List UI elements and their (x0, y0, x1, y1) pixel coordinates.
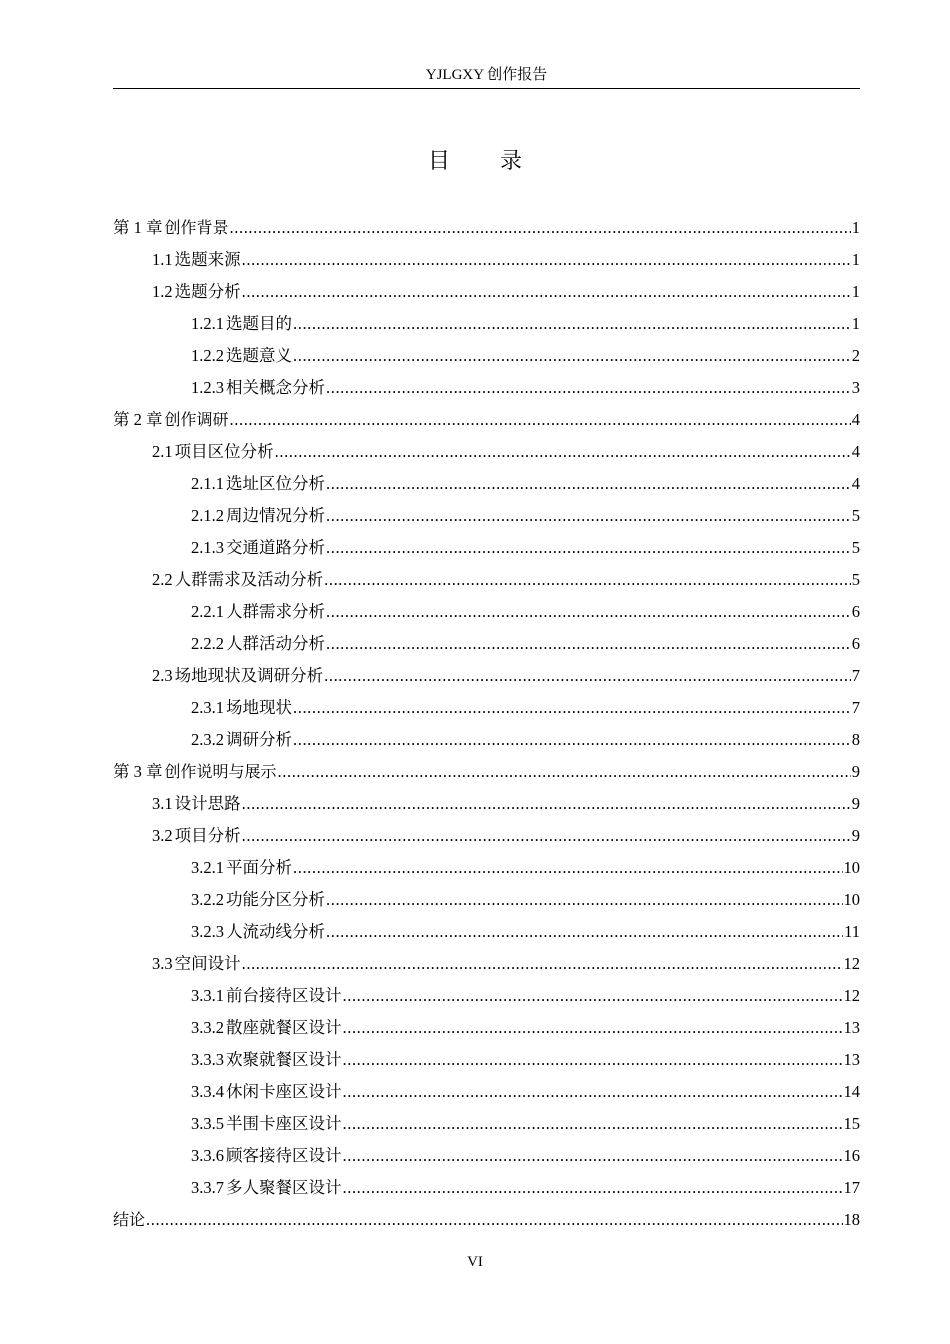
toc-leader-dots (326, 500, 851, 532)
toc-entry-page: 10 (843, 858, 860, 877)
toc-entry-3-3-4[interactable] (113, 1076, 860, 1108)
toc-entry-number: 第 1 章 (113, 218, 163, 237)
toc-entry-2-1-2[interactable] (113, 500, 860, 532)
toc-entry-text: 欢聚就餐区设计 (226, 1050, 342, 1069)
toc-entry-text: 结论 (113, 1210, 146, 1229)
toc-entry-2-3-1[interactable] (113, 692, 860, 724)
toc-leader-dots (326, 628, 851, 660)
toc-entry-2-3[interactable] (113, 660, 860, 692)
toc-entry-text: 周边情况分析 (226, 506, 325, 525)
toc-entry-2-2-1[interactable] (113, 596, 860, 628)
toc-entry-1-2-2[interactable] (113, 340, 860, 372)
toc-entry-number: 1.2.1 (191, 314, 224, 333)
toc-entry-number: 3.1 (152, 794, 173, 813)
toc-entry-text: 设计思路 (174, 794, 241, 813)
toc-entry-page: 1 (851, 282, 860, 301)
toc-entry-number: 3.3.2 (191, 1018, 224, 1037)
toc-leader-dots (146, 1204, 842, 1236)
toc-leader-dots (343, 1140, 843, 1172)
page-header: YJLGXY 创作报告 (113, 64, 860, 89)
toc-entry-number: 1.2.2 (191, 346, 224, 365)
toc-entry-3-3-5[interactable] (113, 1108, 860, 1140)
toc-title (0, 146, 950, 178)
toc-entry-number: 3.2.1 (191, 858, 224, 877)
toc-entry-page: 17 (843, 1178, 860, 1197)
toc-entry-text: 相关概念分析 (226, 378, 325, 397)
toc-leader-dots (293, 692, 851, 724)
toc-leader-dots (326, 468, 851, 500)
toc-entry-text: 散座就餐区设计 (226, 1018, 342, 1037)
toc-entry-text: 前台接待区设计 (226, 986, 342, 1005)
toc-leader-dots (343, 1076, 843, 1108)
toc-leader-dots (293, 340, 851, 372)
toc-entry-page: 11 (844, 922, 860, 941)
toc-entry-text: 顾客接待区设计 (226, 1146, 342, 1165)
toc-entry-page: 16 (843, 1146, 860, 1165)
toc-leader-dots (278, 756, 851, 788)
toc-entry-text: 选题意义 (226, 346, 292, 365)
toc-entry-2-1-1[interactable] (113, 468, 860, 500)
toc-entry-page: 4 (851, 474, 860, 493)
toc-entry-text: 创作调研 (164, 410, 229, 429)
toc-entry-number: 3.3 (152, 954, 173, 973)
toc-entry-chapter-3[interactable] (113, 756, 860, 788)
toc-entry-page: 9 (851, 762, 860, 781)
toc-entry-text: 项目分析 (174, 826, 241, 845)
toc-entry-text: 选题目的 (226, 314, 292, 333)
toc-entry-page: 13 (843, 1050, 860, 1069)
toc-entry-text: 选址区位分析 (226, 474, 325, 493)
toc-entry-number: 1.2.3 (191, 378, 224, 397)
toc-leader-dots (242, 276, 851, 308)
toc-leader-dots (343, 1108, 843, 1140)
toc-leader-dots (275, 436, 851, 468)
toc-entry-number: 第 2 章 (113, 410, 163, 429)
toc-entry-page: 4 (851, 410, 860, 429)
toc-entry-text: 功能分区分析 (226, 890, 325, 909)
toc-entry-text: 空间设计 (174, 954, 241, 973)
toc-entry-1-1[interactable] (113, 244, 860, 276)
toc-leader-dots (242, 788, 851, 820)
toc-entry-page: 4 (851, 442, 860, 461)
toc-entry-number: 2.1.1 (191, 474, 224, 493)
toc-leader-dots (242, 820, 851, 852)
toc-entry-text: 人群需求及活动分析 (174, 570, 324, 589)
toc-entry-2-2-2[interactable] (113, 628, 860, 660)
toc-entry-3-3[interactable] (113, 948, 860, 980)
toc-entry-page: 8 (851, 730, 860, 749)
toc-entry-text: 选题分析 (174, 282, 241, 301)
toc-entry-2-1-3[interactable] (113, 532, 860, 564)
toc-leader-dots (343, 980, 843, 1012)
toc-entry-page: 14 (843, 1082, 860, 1101)
toc-entry-page: 12 (843, 986, 860, 1005)
toc-entry-number: 3.3.6 (191, 1146, 224, 1165)
toc-entry-text: 创作说明与展示 (164, 762, 277, 781)
toc-leader-dots (293, 308, 851, 340)
toc-entry-number: 2.1.2 (191, 506, 224, 525)
toc-leader-dots (293, 724, 851, 756)
toc-title-char-2: 录 (500, 149, 523, 174)
toc-entry-number: 2.1.3 (191, 538, 224, 557)
toc-entry-chapter-2[interactable] (113, 404, 860, 436)
toc-entry-page: 12 (843, 954, 860, 973)
toc-entry-number: 1.1 (152, 250, 173, 269)
toc-entry-number: 2.3 (152, 666, 173, 685)
toc-entry-number: 2.2.1 (191, 602, 224, 621)
toc-entry-number: 2.3.2 (191, 730, 224, 749)
toc-leader-dots (230, 404, 851, 436)
toc-entry-page: 18 (843, 1210, 860, 1229)
toc-entry-number: 第 3 章 (113, 762, 163, 781)
toc-entry-page: 1 (851, 218, 860, 237)
toc-leader-dots (326, 884, 843, 916)
toc-entry-page: 3 (851, 378, 860, 397)
toc-entry-number: 3.3.4 (191, 1082, 224, 1101)
toc-entry-number: 2.2 (152, 570, 173, 589)
toc-entry-2-2[interactable] (113, 564, 860, 596)
toc-entry-text: 项目区位分析 (174, 442, 274, 461)
toc-leader-dots (324, 564, 851, 596)
toc-entry-3-2[interactable] (113, 820, 860, 852)
toc-entry-text: 场地现状及调研分析 (174, 666, 324, 685)
toc-entry-page: 6 (851, 634, 860, 653)
toc-entry-3-2-1[interactable] (113, 852, 860, 884)
toc-leader-dots (343, 1012, 843, 1044)
toc-entry-text: 人群需求分析 (226, 602, 325, 621)
toc-entry-2-3-2[interactable] (113, 724, 860, 756)
toc-leader-dots (242, 948, 843, 980)
toc-entry-number: 2.3.1 (191, 698, 224, 717)
toc-entry-page: 5 (851, 570, 860, 589)
toc-entry-conclusion[interactable] (113, 1204, 860, 1236)
toc-entry-page: 7 (851, 666, 860, 685)
toc-entry-text: 多人聚餐区设计 (226, 1178, 342, 1197)
toc-entry-3-3-1[interactable] (113, 980, 860, 1012)
toc-entry-page: 1 (851, 250, 860, 269)
toc-entry-3-2-3[interactable] (113, 916, 860, 948)
toc-entry-page: 9 (851, 826, 860, 845)
toc-entry-text: 人群活动分析 (226, 634, 325, 653)
toc-entry-1-2[interactable] (113, 276, 860, 308)
toc-leader-dots (230, 212, 851, 244)
toc-entry-page: 6 (851, 602, 860, 621)
toc-entry-text: 选题来源 (174, 250, 241, 269)
toc-entry-text: 调研分析 (226, 730, 292, 749)
toc-title-char-1: 目 (427, 149, 450, 174)
toc-entry-3-3-2[interactable] (113, 1012, 860, 1044)
toc-entry-text: 平面分析 (226, 858, 292, 877)
toc-entry-1-2-3[interactable] (113, 372, 860, 404)
toc-leader-dots (326, 372, 851, 404)
toc-entry-text: 场地现状 (226, 698, 292, 717)
toc-entry-page: 5 (851, 538, 860, 557)
toc-entry-chapter-1[interactable] (113, 212, 860, 244)
toc-entry-number: 3.2.3 (191, 922, 224, 941)
toc-entry-number: 2.2.2 (191, 634, 224, 653)
toc-entry-page: 2 (851, 346, 860, 365)
toc-entry-3-3-6[interactable] (113, 1140, 860, 1172)
toc-entry-3-2-2[interactable] (113, 884, 860, 916)
toc-entry-3-1[interactable] (113, 788, 860, 820)
toc-entry-page: 13 (843, 1018, 860, 1037)
toc-leader-dots (326, 596, 851, 628)
toc-leader-dots (343, 1172, 843, 1204)
toc-entry-text: 人流动线分析 (226, 922, 325, 941)
toc-entry-number: 1.2 (152, 282, 173, 301)
toc-entry-page: 1 (851, 314, 860, 333)
toc-entry-number: 3.2.2 (191, 890, 224, 909)
toc-entry-text: 休闲卡座区设计 (226, 1082, 342, 1101)
toc-entry-number: 3.3.5 (191, 1114, 224, 1133)
toc-entry-number: 2.1 (152, 442, 173, 461)
toc-entry-page: 7 (851, 698, 860, 717)
toc-entry-page: 15 (843, 1114, 860, 1133)
toc-entry-number: 3.2 (152, 826, 173, 845)
table-of-contents (113, 212, 860, 1236)
toc-entry-2-1[interactable] (113, 436, 860, 468)
toc-leader-dots (343, 1044, 843, 1076)
toc-entry-number: 3.3.1 (191, 986, 224, 1005)
toc-leader-dots (242, 244, 851, 276)
toc-leader-dots (293, 852, 843, 884)
toc-leader-dots (326, 916, 843, 948)
page-number: VI (467, 1254, 483, 1270)
toc-entry-number: 3.3.3 (191, 1050, 224, 1069)
toc-entry-text: 交通道路分析 (226, 538, 325, 557)
toc-leader-dots (324, 660, 851, 692)
toc-entry-page: 10 (843, 890, 860, 909)
toc-entry-text: 半围卡座区设计 (226, 1114, 342, 1133)
toc-entry-text: 创作背景 (164, 218, 229, 237)
toc-entry-page: 9 (851, 794, 860, 813)
toc-entry-3-3-3[interactable] (113, 1044, 860, 1076)
toc-leader-dots (326, 532, 851, 564)
toc-entry-page: 5 (851, 506, 860, 525)
toc-entry-3-3-7[interactable] (113, 1172, 860, 1204)
toc-entry-number: 3.3.7 (191, 1178, 224, 1197)
toc-entry-1-2-1[interactable] (113, 308, 860, 340)
